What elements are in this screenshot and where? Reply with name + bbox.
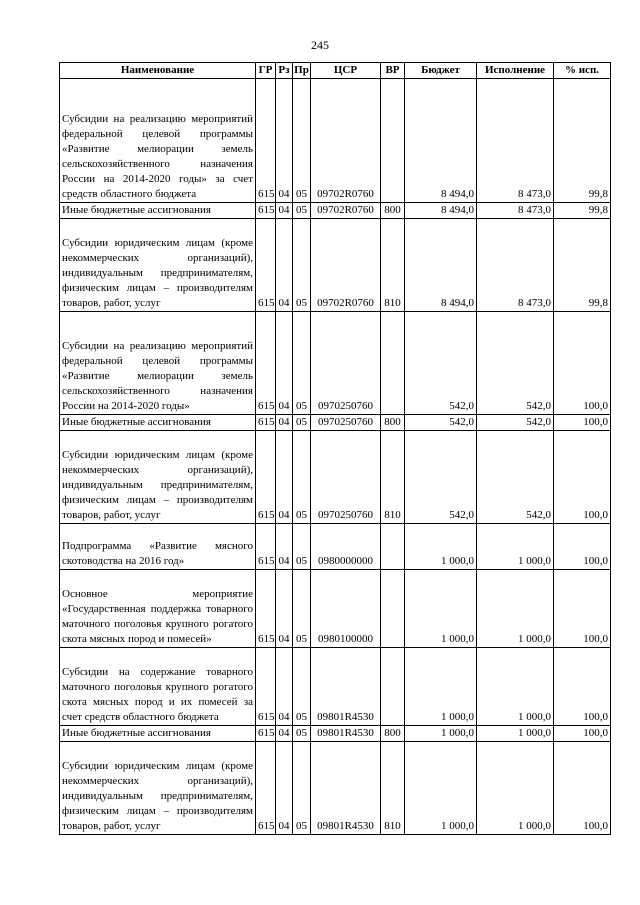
cell-percent: 99,8	[554, 79, 611, 203]
cell-budget: 542,0	[405, 431, 477, 524]
cell-rz: 04	[276, 524, 293, 570]
cell-csr: 0980100000	[311, 570, 381, 648]
cell-pr: 05	[293, 648, 311, 726]
cell-gr: 615	[256, 203, 276, 219]
cell-vr: 810	[381, 742, 405, 835]
cell-csr: 0970250760	[311, 415, 381, 431]
header-budget: Бюджет	[405, 63, 477, 79]
cell-budget: 8 494,0	[405, 79, 477, 203]
cell-vr: 800	[381, 203, 405, 219]
cell-vr	[381, 312, 405, 415]
cell-gr: 615	[256, 570, 276, 648]
cell-vr	[381, 648, 405, 726]
cell-percent: 100,0	[554, 415, 611, 431]
cell-pr: 05	[293, 203, 311, 219]
cell-name: Субсидии на содержание товарного маточного поголовья крупного рогатого скота мясных пород и их помесей за счет средств областного бюджета	[60, 648, 256, 726]
cell-name: Иные бюджетные ассигнования	[60, 415, 256, 431]
cell-pr: 05	[293, 219, 311, 312]
cell-execution: 1 000,0	[477, 648, 554, 726]
cell-execution: 542,0	[477, 312, 554, 415]
cell-execution: 8 473,0	[477, 79, 554, 203]
cell-csr: 0970250760	[311, 312, 381, 415]
cell-name: Иные бюджетные ассигнования	[60, 203, 256, 219]
cell-execution: 1 000,0	[477, 570, 554, 648]
cell-rz: 04	[276, 431, 293, 524]
cell-budget: 1 000,0	[405, 648, 477, 726]
cell-rz: 04	[276, 219, 293, 312]
table-row	[60, 726, 611, 742]
cell-pr: 05	[293, 312, 311, 415]
cell-vr: 800	[381, 726, 405, 742]
table-row	[60, 219, 611, 312]
cell-csr: 09801R4530	[311, 726, 381, 742]
cell-budget: 542,0	[405, 415, 477, 431]
cell-csr: 09801R4530	[311, 742, 381, 835]
header-percent: % исп.	[554, 63, 611, 79]
cell-rz: 04	[276, 726, 293, 742]
cell-csr: 09702R0760	[311, 79, 381, 203]
cell-pr: 05	[293, 726, 311, 742]
table-body	[60, 79, 611, 835]
cell-percent: 100,0	[554, 312, 611, 415]
cell-name: Субсидии на реализацию мероприятий федеральной целевой программы «Развитие мелиорации земель сельскохозяйственного назначения России на 2014-2020 годы»	[60, 312, 256, 415]
cell-gr: 615	[256, 726, 276, 742]
cell-percent: 99,8	[554, 219, 611, 312]
cell-name: Субсидии юридическим лицам (кроме некоммерческих организаций), индивидуальным предпринимателям, физическим лицам – производителям товаров, работ, услуг	[60, 742, 256, 835]
cell-vr	[381, 570, 405, 648]
cell-gr: 615	[256, 524, 276, 570]
cell-execution: 542,0	[477, 431, 554, 524]
cell-csr: 0980000000	[311, 524, 381, 570]
cell-csr: 09702R0760	[311, 219, 381, 312]
cell-rz: 04	[276, 648, 293, 726]
cell-vr	[381, 79, 405, 203]
cell-rz: 04	[276, 570, 293, 648]
table-row	[60, 524, 611, 570]
cell-execution: 542,0	[477, 415, 554, 431]
header-name: Наименование	[60, 63, 256, 79]
header-pr: Пр	[293, 63, 311, 79]
table-row	[60, 203, 611, 219]
cell-vr: 810	[381, 219, 405, 312]
header-gr: ГР	[256, 63, 276, 79]
cell-name: Субсидии юридическим лицам (кроме некоммерческих организаций), индивидуальным предпринимателям, физическим лицам – производителям товаров, работ, услуг	[60, 219, 256, 312]
cell-vr: 810	[381, 431, 405, 524]
cell-csr: 09801R4530	[311, 648, 381, 726]
cell-name: Основное мероприятие «Государственная поддержка товарного маточного поголовья крупного рогатого скота мясных пород и помесей»	[60, 570, 256, 648]
cell-pr: 05	[293, 742, 311, 835]
cell-gr: 615	[256, 312, 276, 415]
cell-execution: 1 000,0	[477, 726, 554, 742]
header-execution: Исполнение	[477, 63, 554, 79]
cell-percent: 99,8	[554, 203, 611, 219]
cell-percent: 100,0	[554, 648, 611, 726]
header-vr: ВР	[381, 63, 405, 79]
table-header-row	[60, 63, 611, 79]
cell-execution: 1 000,0	[477, 742, 554, 835]
cell-execution: 8 473,0	[477, 203, 554, 219]
cell-name: Субсидии юридическим лицам (кроме некоммерческих организаций), индивидуальным предпринимателям, физическим лицам – производителям товаров, работ, услуг	[60, 431, 256, 524]
cell-gr: 615	[256, 431, 276, 524]
cell-budget: 1 000,0	[405, 524, 477, 570]
cell-budget: 542,0	[405, 312, 477, 415]
cell-pr: 05	[293, 415, 311, 431]
cell-csr: 09702R0760	[311, 203, 381, 219]
cell-rz: 04	[276, 203, 293, 219]
cell-percent: 100,0	[554, 742, 611, 835]
cell-budget: 8 494,0	[405, 219, 477, 312]
cell-execution: 8 473,0	[477, 219, 554, 312]
header-rz: Рз	[276, 63, 293, 79]
cell-rz: 04	[276, 312, 293, 415]
cell-rz: 04	[276, 742, 293, 835]
cell-percent: 100,0	[554, 570, 611, 648]
cell-budget: 1 000,0	[405, 570, 477, 648]
cell-rz: 04	[276, 415, 293, 431]
cell-gr: 615	[256, 742, 276, 835]
cell-name: Иные бюджетные ассигнования	[60, 726, 256, 742]
budget-table	[59, 62, 611, 835]
cell-gr: 615	[256, 219, 276, 312]
table-row	[60, 431, 611, 524]
header-csr: ЦСР	[311, 63, 381, 79]
cell-percent: 100,0	[554, 726, 611, 742]
table-row	[60, 312, 611, 415]
cell-gr: 615	[256, 415, 276, 431]
cell-budget: 1 000,0	[405, 742, 477, 835]
cell-rz: 04	[276, 79, 293, 203]
cell-name: Подпрограмма «Развитие мясного скотоводства на 2016 год»	[60, 524, 256, 570]
table-row	[60, 415, 611, 431]
cell-vr	[381, 524, 405, 570]
cell-budget: 8 494,0	[405, 203, 477, 219]
cell-vr: 800	[381, 415, 405, 431]
cell-percent: 100,0	[554, 524, 611, 570]
cell-percent: 100,0	[554, 431, 611, 524]
table-row	[60, 79, 611, 203]
cell-execution: 1 000,0	[477, 524, 554, 570]
cell-name: Субсидии на реализацию мероприятий федеральной целевой программы «Развитие мелиорации земель сельскохозяйственного назначения России на 2014-2020 годы» за счет средств областного бюджета	[60, 79, 256, 203]
cell-pr: 05	[293, 79, 311, 203]
cell-budget: 1 000,0	[405, 726, 477, 742]
cell-csr: 0970250760	[311, 431, 381, 524]
table-row	[60, 648, 611, 726]
cell-gr: 615	[256, 79, 276, 203]
cell-pr: 05	[293, 431, 311, 524]
table-row	[60, 570, 611, 648]
cell-pr: 05	[293, 570, 311, 648]
page-number: 245	[311, 38, 329, 52]
table-row	[60, 742, 611, 835]
cell-gr: 615	[256, 648, 276, 726]
cell-pr: 05	[293, 524, 311, 570]
